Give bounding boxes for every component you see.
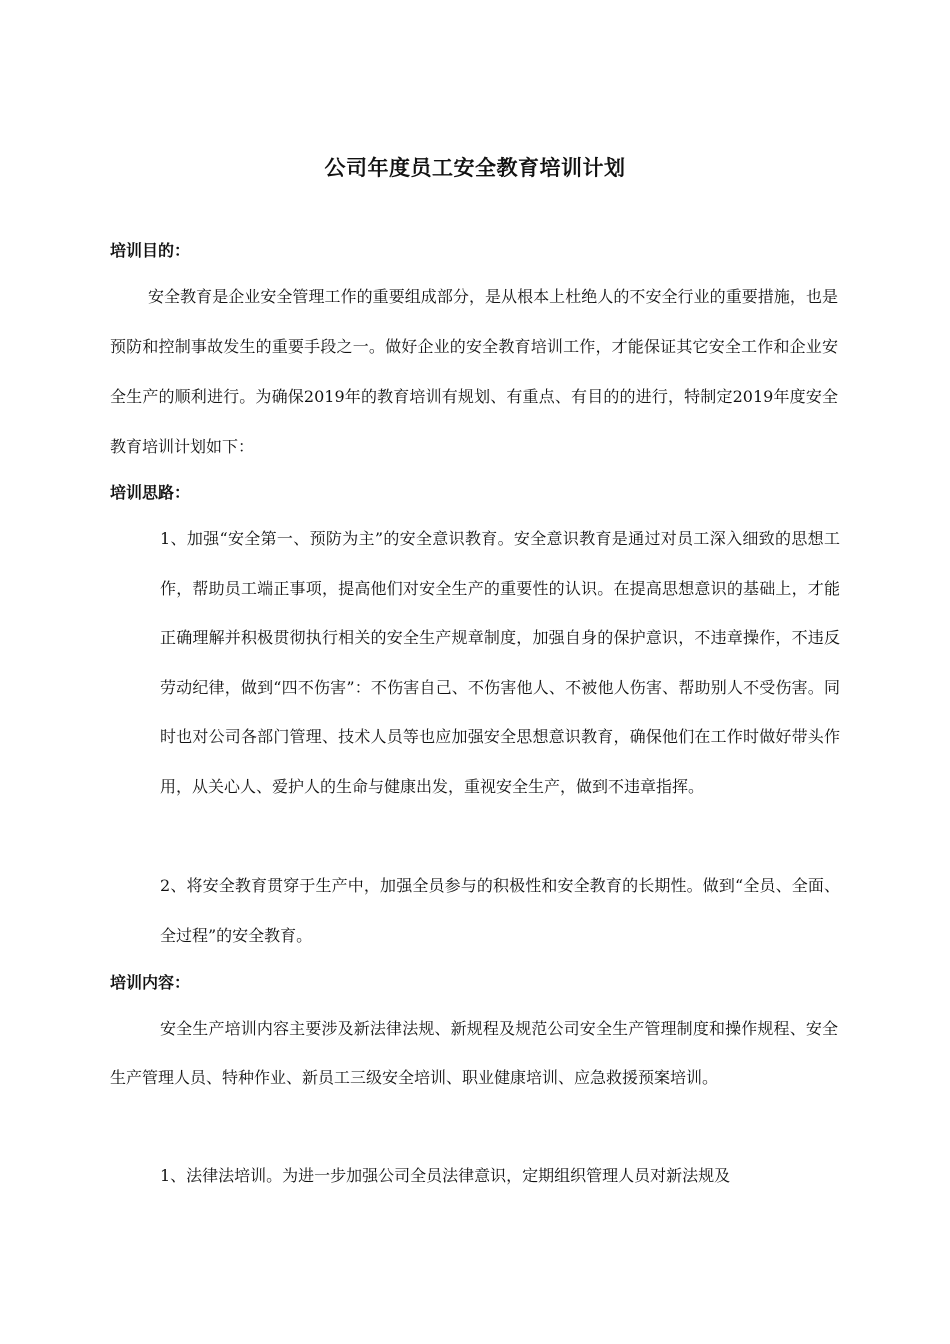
section-heading-content: 培训内容： xyxy=(110,973,191,992)
document-title: 公司年度员工安全教育培训计划 xyxy=(324,156,626,180)
content-paragraph: 安全生产培训内容主要涉及新法律法规、新规程及规范公司安全生产管理制度和操作规程、安全生产管理人员、特种作业、新员工三级安全培训、职业健康培训、应急救援预案培训。 xyxy=(110,1019,838,1087)
content-item-1: 1、法律法培训。为进一步加强公司全员法律意识，定期组织管理人员对新法规及 xyxy=(160,1166,731,1185)
section-heading-purpose: 培训目的： xyxy=(110,241,191,260)
approach-item-2: 2、将安全教育贯穿于生产中，加强全员参与的积极性和安全教育的长期性。做到“全员、全面、全过程”的安全教育。 xyxy=(160,876,840,945)
approach-item-1: 1、加强“安全第一、预防为主”的安全意识教育。安全意识教育是通过对员工深入细致的思想工作，帮助员工端正事项，提高他们对安全生产的重要性的认识。在提高思想意识的基础上，才能正确理解并积极贯彻执行相关的安全生产规章制度，加强自身的保护意识，不违章操作，不违反劳动纪律，做到“四不伤害”：不伤害自己、不伤害他人、不被他人伤害、帮助别人不受伤害。同时也对公司各部门管理、技术人员等也应加强安全思想意识教育，确保他们在工作时做好带头作用，从关心人、爱护人的生命与健康出发，重视安全生产，做到不违章指挥。 xyxy=(160,529,840,796)
section-heading-approach: 培训思路： xyxy=(110,483,191,502)
purpose-paragraph: 安全教育是企业安全管理工作的重要组成部分，是从根本上杜绝人的不安全行业的重要措施，也是预防和控制事故发生的重要手段之一。做好企业的安全教育培训工作，才能保证其它安全工作和企业安全生产的顺利进行。为确保2019年的教育培训有规划、有重点、有目的的进行，特制定2019年度安全教育培训计划如下： xyxy=(110,287,838,456)
